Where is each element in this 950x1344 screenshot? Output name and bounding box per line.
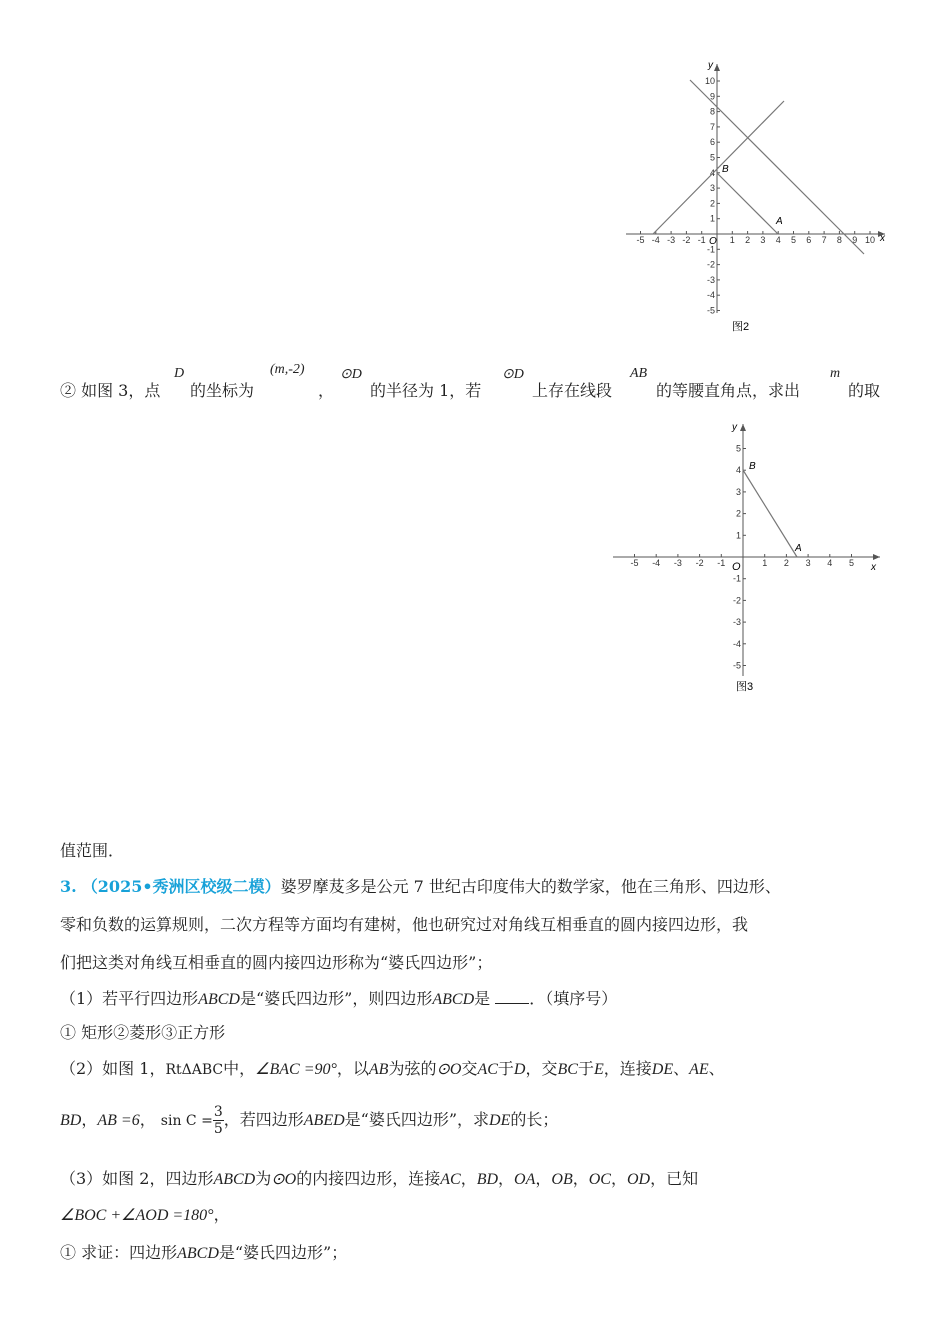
figure-2-y-tick-label: -4 bbox=[706, 290, 715, 301]
q2-math-d: D bbox=[174, 366, 185, 381]
figure-2-y-tick-label: 5 bbox=[709, 152, 715, 163]
figure-2-x-tick-label: 10 bbox=[864, 235, 876, 245]
q2-part-line bbox=[60, 378, 160, 401]
q3-p3-condition: ∠BOC +∠AOD =180° bbox=[60, 1207, 214, 1224]
q3-p2-text-b: 中， bbox=[223, 1059, 256, 1078]
q3-p2-text-l-e: 的长； bbox=[510, 1110, 559, 1129]
figure-2-y-tick-label: 8 bbox=[709, 106, 715, 117]
x-axis-label: x bbox=[880, 233, 885, 244]
figure-2-x-tick-label: -5 bbox=[636, 235, 645, 245]
q3-p1-text-d: ．（填序号） bbox=[529, 989, 618, 1008]
figure-3-x-tick-label: -1 bbox=[717, 558, 726, 568]
q3-p3-sep-2: ， bbox=[498, 1169, 515, 1188]
figure-2-x-tick-label: -3 bbox=[667, 235, 676, 245]
figure-3-x-tick-label: 2 bbox=[783, 558, 789, 568]
line-through-b-and-8 bbox=[690, 80, 864, 254]
figure-3-axes bbox=[613, 424, 880, 676]
x-axis-arrow bbox=[873, 554, 880, 560]
figure-2-y-tick-label: 2 bbox=[709, 198, 715, 209]
q3-p2-math-de: DE bbox=[489, 1112, 511, 1129]
q3-p3-sep-5: ， bbox=[610, 1169, 627, 1188]
figure-3-y-tick-label: 3 bbox=[735, 486, 741, 497]
q3-p3-math-oa: OA bbox=[514, 1171, 536, 1188]
q3-intro-1: 婆罗摩芨多是公元 7 世纪古印度伟大的数学家，他在三角形、四边形、 bbox=[280, 877, 781, 896]
figure-3-caption: 图3 bbox=[736, 681, 754, 693]
q3-p2-sep-1: ， bbox=[81, 1110, 98, 1129]
figure-2-y-tick-label: 10 bbox=[704, 76, 715, 86]
figure-3-y-tick-label: 4 bbox=[735, 465, 741, 476]
figure-2-y-tick-label: 3 bbox=[709, 183, 715, 194]
origin-label: O bbox=[732, 561, 741, 573]
figure-2-x-tick-label: 8 bbox=[836, 235, 842, 245]
answer-blank bbox=[495, 989, 529, 1004]
q3-p2-text-h: 于 bbox=[577, 1059, 594, 1078]
q3-part-3-line-2 bbox=[60, 1202, 230, 1225]
figure-2-y-tick-label: 9 bbox=[709, 91, 715, 102]
figure-2-x-tick-label: 3 bbox=[760, 235, 766, 245]
q3-part-1 bbox=[60, 986, 617, 1009]
figure-2-y-tick-label: 4 bbox=[709, 167, 715, 178]
q3-p2-math-10: AE bbox=[689, 1061, 709, 1078]
figure-2-x-tick-label: 9 bbox=[852, 235, 858, 245]
q3-part-3-sub-1 bbox=[60, 1240, 347, 1263]
figure-3-x-tick-label: 1 bbox=[762, 558, 768, 568]
q2-text-4: 的半径为 1，若 bbox=[370, 381, 482, 400]
q2-math-coord: (m,-2) bbox=[270, 362, 305, 377]
figure-3-x-tick-label: 5 bbox=[848, 558, 855, 568]
figure-2-lines bbox=[653, 80, 864, 254]
q3-p2-math-3: AB bbox=[368, 1061, 389, 1078]
q2-text-1: ② 如图 3，点 bbox=[60, 381, 161, 400]
figure-2-x-tick-label: 7 bbox=[821, 235, 827, 245]
q3-p2-math-9: DE bbox=[651, 1061, 674, 1078]
q3-p1-options: ① 矩形②菱形③正方形 bbox=[60, 1023, 226, 1042]
figure-3-graph bbox=[608, 418, 888, 698]
q3-p2-math-5: AC bbox=[477, 1061, 498, 1078]
q3-p2-text-f: 于 bbox=[497, 1059, 514, 1078]
q3-source: （2025•秀洲区校级二模） bbox=[81, 877, 281, 896]
line-through-minus4-and-b bbox=[653, 101, 784, 234]
figure-2-x-tick-label: 2 bbox=[745, 235, 751, 245]
q3-p1-text-b: 是“婆氏四边形”，则四边形 bbox=[239, 989, 433, 1008]
q3-p3-text-e: ， bbox=[213, 1205, 230, 1224]
fraction-3-5 bbox=[213, 1104, 224, 1137]
q3-p3-math-oc: OC bbox=[588, 1171, 611, 1188]
figure-2-y-tick-label: -5 bbox=[706, 305, 715, 316]
q3-intro-line-3: 们把这类对角线互相垂直的圆内接四边形称为“婆氏四边形”； bbox=[60, 953, 493, 972]
point-a-label: A bbox=[795, 543, 802, 554]
q3-p1-text-a: （1）若平行四边形 bbox=[60, 989, 199, 1008]
q3-p2-sep-2: ， bbox=[139, 1110, 156, 1129]
figure-3-y-tick-label: -3 bbox=[732, 617, 741, 628]
fraction-numerator: 3 bbox=[213, 1104, 223, 1120]
figure-3-x-tick-label: 4 bbox=[827, 558, 833, 568]
q2-text-6: 的等腰直角点，求出 bbox=[656, 381, 801, 400]
figure-2-x-tick-label: 5 bbox=[790, 235, 797, 245]
q3-p2-math-6: D bbox=[513, 1061, 526, 1078]
q3-p3-math-ac: AC bbox=[440, 1171, 461, 1188]
q3-p3-sep-1: ， bbox=[460, 1169, 477, 1188]
y-axis-arrow bbox=[740, 424, 746, 431]
q3-p2-math-4: ⊙O bbox=[436, 1061, 462, 1078]
q3-p2-text-g: ，交 bbox=[525, 1059, 558, 1078]
q3-p3-sep-4: ， bbox=[572, 1169, 589, 1188]
figure-3-x-tick-label: 3 bbox=[805, 558, 811, 568]
q3-p2-math-7: BC bbox=[557, 1061, 578, 1078]
figure-2-x-tick-label: -1 bbox=[697, 235, 706, 245]
q3-p3-sub1-text-a: ① 求证：四边形 bbox=[60, 1243, 178, 1262]
figure-2-x-tick-label: 4 bbox=[775, 235, 781, 245]
q3-p3-math-bd: BD bbox=[476, 1171, 499, 1188]
figure-2-x-tick-label: -2 bbox=[682, 235, 691, 245]
figure-3-x-tick-label: -5 bbox=[630, 558, 639, 568]
figure-2-y-tick-label: 1 bbox=[709, 213, 715, 224]
q3-p2-math-ab6: AB =6 bbox=[97, 1112, 140, 1129]
q3-p2-math-1: RtΔABC bbox=[165, 1062, 224, 1078]
q3-p3-math-abcd: ABCD bbox=[213, 1171, 256, 1188]
q3-p2-text-l-d: 是“婆氏四边形”，求 bbox=[344, 1110, 490, 1129]
figure-3-x-tick-label: -3 bbox=[673, 558, 682, 568]
q2-math-circle-d: ⊙D bbox=[340, 367, 362, 382]
q3-p3-math-ob: OB bbox=[551, 1171, 573, 1188]
q3-p2-sin: sin C = bbox=[160, 1113, 213, 1129]
q2-continuation: 值范围． bbox=[60, 841, 125, 860]
figure-3-y-tick-label: -4 bbox=[732, 638, 741, 649]
figure-2-y-tick-label: -3 bbox=[706, 274, 715, 285]
q3-p2-text-a: （2）如图 1， bbox=[60, 1059, 166, 1078]
q3-p2-text-l-c: ，若四边形 bbox=[223, 1110, 304, 1129]
q3-intro-line-1 bbox=[60, 874, 781, 897]
q2-text-3: ， bbox=[318, 381, 335, 400]
q3-part-3-line-1 bbox=[60, 1166, 698, 1189]
q2-text-2: 的坐标为 bbox=[190, 381, 255, 400]
q3-p3-sep-3: ， bbox=[535, 1169, 552, 1188]
figure-2-axes bbox=[626, 64, 885, 313]
q3-p3-sub1-math: ABCD bbox=[177, 1245, 219, 1262]
figure-3-x-tick-label: -2 bbox=[695, 558, 704, 568]
figure-2-graph bbox=[620, 58, 895, 338]
q3-part-2-line-1 bbox=[60, 1056, 725, 1079]
q3-p2-math-bd: BD bbox=[60, 1112, 82, 1129]
figure-2-x-tick-label: 1 bbox=[729, 235, 735, 245]
q3-p3-text-d: ，已知 bbox=[650, 1169, 699, 1188]
q2-math-m: m bbox=[830, 366, 841, 381]
figure-2-y-tick-label: -2 bbox=[706, 259, 715, 270]
q3-p1-math-1: ABCD bbox=[198, 991, 240, 1008]
figure-3-x-tick-label: -4 bbox=[652, 558, 661, 568]
x-axis-label: x bbox=[871, 562, 876, 573]
figure-3-y-tick-label: -2 bbox=[732, 595, 741, 606]
figure-2-y-tick-label: 6 bbox=[709, 137, 715, 148]
q2-math-circle-d-2: ⊙D bbox=[502, 367, 524, 382]
figure-2-x-tick-label: 6 bbox=[806, 235, 812, 245]
q3-p3-text-b: 为 bbox=[255, 1169, 272, 1188]
q3-p2-text-k: 、 bbox=[708, 1059, 725, 1078]
figure-2-caption: 图2 bbox=[732, 321, 750, 333]
figure-2-ticks bbox=[636, 76, 875, 316]
q3-p2-text-e: 交 bbox=[461, 1059, 478, 1078]
q2-math-ab: AB bbox=[630, 366, 648, 381]
point-b-label: B bbox=[749, 461, 756, 472]
q3-p2-text-i: ，连接 bbox=[603, 1059, 652, 1078]
origin-label: O bbox=[709, 236, 717, 247]
figure-3-y-tick-label: -5 bbox=[732, 660, 741, 671]
fraction-denominator: 5 bbox=[213, 1121, 223, 1137]
segment-ab bbox=[717, 173, 778, 234]
q3-p2-math-8: E bbox=[593, 1061, 604, 1078]
q3-p2-text-d: 为弦的 bbox=[388, 1059, 437, 1078]
q3-p2-math-2: ∠BAC =90° bbox=[255, 1061, 337, 1078]
q3-p3-text-c: 的内接四边形，连接 bbox=[296, 1169, 441, 1188]
y-axis-label: y bbox=[732, 422, 737, 433]
q2-text-5: 上存在线段 bbox=[532, 381, 613, 400]
q3-p3-math-od: OD bbox=[626, 1171, 651, 1188]
q3-part-2-line-2 bbox=[60, 1104, 558, 1137]
q3-p3-math-circle-o: ⊙O bbox=[271, 1171, 297, 1188]
figure-3-y-tick-label: 5 bbox=[735, 443, 741, 454]
point-a-label: A bbox=[776, 216, 783, 227]
segment-ab bbox=[743, 470, 797, 557]
figure-3-y-tick-label: 1 bbox=[735, 530, 741, 541]
figure-2-x-tick-label: -4 bbox=[651, 235, 660, 245]
figure-2-y-tick-label: -1 bbox=[706, 244, 715, 255]
q3-p3-sub1-text-b: 是“婆氏四边形”； bbox=[218, 1243, 348, 1262]
figure-2-y-tick-label: 7 bbox=[709, 121, 715, 132]
q3-p1-text-c: 是 bbox=[474, 989, 491, 1008]
q3-intro-line-2: 零和负数的运算规则，二次方程等方面均有建树，他也研究过对角线互相垂直的圆内接四边形，我 bbox=[60, 915, 749, 934]
figure-3-y-tick-label: -1 bbox=[732, 573, 741, 584]
q3-p2-text-j: 、 bbox=[673, 1059, 690, 1078]
q3-p3-text-a: （3）如图 2，四边形 bbox=[60, 1169, 214, 1188]
q3-p1-math-2: ABCD bbox=[432, 991, 475, 1008]
point-b-label: B bbox=[722, 164, 729, 175]
q3-number: 3. bbox=[60, 877, 77, 896]
y-axis-arrow bbox=[714, 64, 720, 71]
y-axis-label: y bbox=[708, 60, 713, 71]
q3-p2-text-c: ，以 bbox=[336, 1059, 369, 1078]
q3-p2-math-abed: ABED bbox=[303, 1112, 345, 1129]
figure-3-y-tick-label: 2 bbox=[735, 508, 741, 519]
q2-text-7: 的取 bbox=[848, 381, 881, 400]
